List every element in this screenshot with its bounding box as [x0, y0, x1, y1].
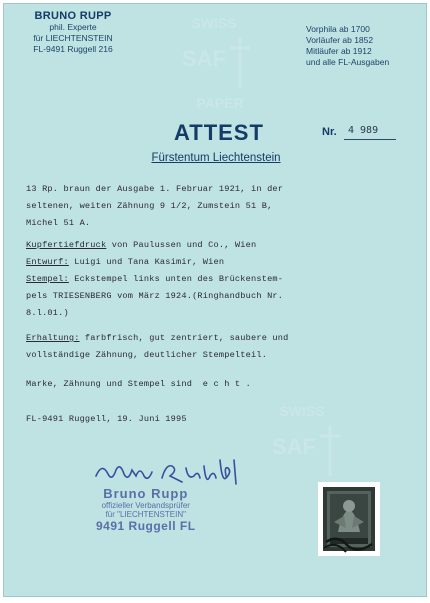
- expert-title: phil. Experte: [49, 22, 97, 32]
- expert-stamp: [96, 486, 196, 533]
- number-label: Nr.: [322, 126, 337, 138]
- postmark-line-3: 8.l.01.): [26, 308, 69, 318]
- print-method-label: Kupfertiefdruck: [26, 240, 107, 250]
- specialty-2: Vorläufer ab 1852: [306, 35, 374, 45]
- svg-text:SWISS: SWISS: [191, 15, 237, 31]
- specialty-4: und alle FL-Ausgaben: [306, 57, 390, 67]
- postmark-line-2: pels TRIESENBERG vom März 1924.(Ringhandbuch Nr.: [26, 291, 284, 301]
- specialty-3: Mitläufer ab 1912: [306, 46, 372, 56]
- svg-text:SAF: SAF: [272, 434, 316, 459]
- description-line-1: 13 Rp. braun der Ausgabe 1. Februar 1921, in der: [26, 184, 284, 194]
- place-date: FL-9491 Ruggell, 19. Juni 1995: [26, 414, 187, 424]
- svg-text:SWISS: SWISS: [279, 403, 325, 419]
- document-subtitle: Fürstentum Liechtenstein: [151, 152, 281, 164]
- expert-address: FL-9491 Ruggell 216: [33, 44, 113, 54]
- genuine-statement: Marke, Zähnung und Stempel sind e c h t .: [26, 379, 251, 389]
- swiss-paper-watermark: [154, 8, 274, 123]
- stamp-line-2: für "LIECHTENSTEIN": [105, 510, 186, 519]
- stamp-place: 9491 Ruggell FL: [96, 519, 196, 533]
- specialty-1: Vorphila ab 1700: [306, 24, 370, 34]
- description-line-3: Michel 51 A.: [26, 218, 91, 228]
- condition-value: farbfrisch, gut zentriert, saubere und: [79, 333, 289, 343]
- swiss-paper-watermark-2: [254, 396, 364, 511]
- condition-line-2: vollständige Zähnung, deutlicher Stempelteil.: [26, 350, 268, 360]
- condition-label: Erhaltung:: [26, 333, 80, 343]
- design-line: [26, 257, 406, 267]
- certificate-page: [3, 3, 427, 597]
- description-line-2: seltenen, weiten Zähnung 9 1/2, Zumstein 51 B,: [26, 201, 273, 211]
- design-value: Luigi und Tana Kasimir, Wien: [68, 257, 225, 267]
- expert-country: für LIECHTENSTEIN: [33, 33, 113, 43]
- condition-line: [26, 333, 406, 343]
- svg-text:PAPER: PAPER: [196, 95, 244, 111]
- stamp-line-1: offizieller Verbandsprüfer: [101, 501, 190, 510]
- design-label: Entwurf:: [26, 257, 69, 267]
- certificate-number: 4 989: [348, 125, 379, 136]
- svg-text:SAF: SAF: [182, 46, 226, 71]
- stamp-name: Bruno Rupp: [103, 486, 189, 501]
- postmark-value: Eckstempel links unten des Brückenstem-: [68, 274, 284, 284]
- postmark-label: Stempel:: [26, 274, 69, 284]
- expert-name: BRUNO RUPP: [34, 10, 112, 22]
- print-method-line: [26, 240, 406, 250]
- expert-header: [18, 10, 128, 55]
- document-title: ATTEST: [174, 120, 264, 145]
- postmark-line: [26, 274, 406, 284]
- print-method-value: von Paulussen und Co., Wien: [106, 240, 257, 250]
- specialty-list: [306, 24, 416, 68]
- handwritten-signature: [92, 456, 252, 490]
